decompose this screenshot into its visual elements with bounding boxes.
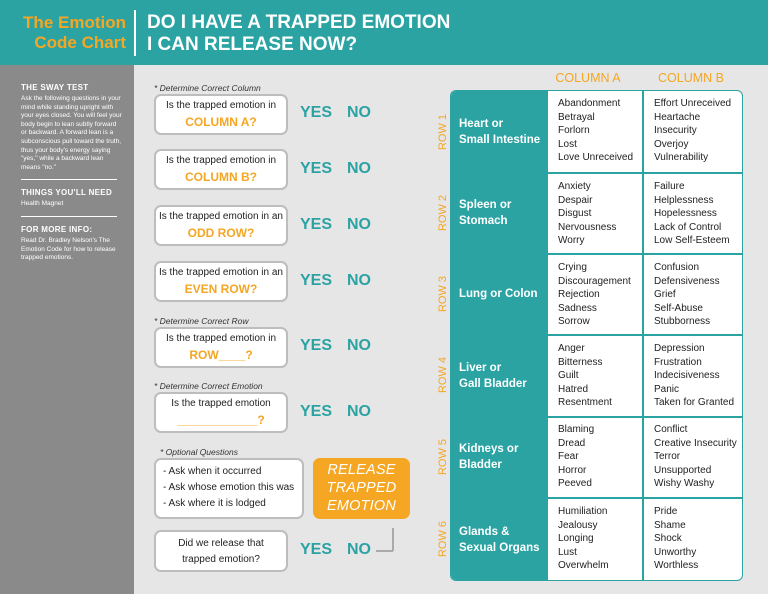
- emotion: Overjoy: [654, 138, 689, 150]
- organ-line: Stomach: [459, 215, 508, 227]
- emotion: Hopelessness: [654, 208, 717, 219]
- row-label: [437, 172, 449, 253]
- emotion: Panic: [654, 383, 680, 395]
- question-text: Did we release that: [178, 538, 264, 549]
- emotion: Guilt: [558, 370, 579, 381]
- grid-line: [451, 172, 743, 174]
- emotion: Insecurity: [654, 125, 697, 136]
- emotion: Taken for Granted: [654, 397, 735, 408]
- yes-label: YES: [300, 272, 333, 289]
- organ-line: Sexual Organs: [459, 542, 540, 554]
- emotion: Rejection: [558, 289, 600, 300]
- question-text: Is the trapped emotion: [171, 398, 271, 409]
- emotion: Confusion: [654, 262, 700, 273]
- question-answer: EVEN ROW?: [184, 282, 258, 296]
- organ-line: Kidneys or: [459, 443, 519, 455]
- emotion-cell-a: [548, 505, 609, 573]
- header-divider: [134, 10, 136, 56]
- emotion: Despair: [558, 194, 593, 206]
- no-label: NO: [347, 403, 371, 420]
- emotion: Pride: [654, 506, 678, 517]
- optional-question: - Ask when it occurred: [163, 466, 262, 477]
- section-label-optional: * Optional Questions: [160, 447, 238, 457]
- more-info-heading: FOR MORE INFO:: [21, 224, 93, 234]
- row-label-text: ROW 1: [437, 113, 449, 150]
- emotion: Bitterness: [558, 356, 603, 368]
- emotion: Failure: [654, 181, 685, 192]
- question-text: Is the trapped emotion in: [165, 333, 277, 344]
- organ-line: Liver or: [459, 361, 502, 374]
- question-answer: COLUMN A?: [185, 115, 257, 129]
- emotion: Anxiety: [558, 181, 591, 192]
- grid-line: [451, 334, 743, 336]
- yes-label: YES: [300, 104, 333, 121]
- emotion-cell-a: [548, 423, 594, 491]
- organ-cell: [451, 417, 547, 497]
- page-title: [147, 12, 450, 56]
- row-label: [437, 334, 449, 416]
- emotion: Depression: [654, 343, 705, 354]
- emotion: Fear: [558, 451, 579, 462]
- grid-line: [451, 416, 743, 418]
- row-label: [437, 253, 449, 334]
- emotion: Forlorn: [558, 125, 590, 136]
- question-answer: ODD ROW?: [187, 226, 255, 240]
- emotion: Lust: [558, 546, 577, 558]
- more-info-text: Read Dr. Bradley Nelson's The Emotion Code for how to release trapped emotions.: [21, 236, 116, 262]
- row-label-text: ROW 6: [437, 520, 449, 557]
- no-label: NO: [347, 104, 371, 121]
- question-column-a: [154, 94, 288, 135]
- connector-line: [376, 550, 393, 552]
- question-answer: COLUMN B?: [185, 170, 257, 184]
- emotion: Horror: [558, 464, 587, 476]
- emotion: Stubborness: [654, 316, 711, 327]
- optional-question: - Ask whose emotion this was: [163, 482, 295, 493]
- emotion: Heartache: [654, 111, 701, 123]
- emotion: Humiliation: [558, 506, 608, 517]
- question-column-b: [154, 149, 288, 190]
- row-label: [437, 497, 449, 580]
- column-a-header: COLUMN A: [555, 71, 621, 85]
- column-b-header: COLUMN B: [658, 71, 724, 85]
- page-title-line-1: DO I HAVE A TRAPPED EMOTION: [147, 12, 451, 33]
- yes-label: YES: [300, 216, 333, 233]
- row-label-text: ROW 2: [437, 194, 449, 231]
- emotion-cell-b: [644, 97, 731, 165]
- brand-title: [14, 13, 126, 53]
- emotion: Jealousy: [558, 519, 598, 531]
- organ-line: Glands &: [459, 526, 510, 538]
- organ-cell: [451, 91, 547, 172]
- organ-line: Small Intestine: [459, 133, 541, 146]
- row-label: [437, 416, 449, 497]
- emotion-cell-a: [548, 342, 612, 410]
- emotion: Unworthy: [654, 546, 697, 558]
- emotion-cell-b: [644, 505, 698, 573]
- optional-questions-box: [154, 458, 304, 519]
- emotion-cell-a: [548, 180, 616, 248]
- emotion: Indecisiveness: [654, 370, 720, 381]
- emotion: Worthless: [654, 560, 699, 571]
- question-text: Is the trapped emotion in an: [159, 211, 283, 222]
- question-text: Is the trapped emotion in an: [159, 267, 283, 278]
- emotion: Grief: [654, 289, 676, 300]
- sidebar-divider: [21, 179, 117, 180]
- emotion: Sadness: [558, 302, 597, 314]
- emotion: Hatred: [558, 383, 589, 395]
- emotion: Nervousness: [558, 221, 617, 233]
- emotion: Unsupported: [654, 464, 712, 476]
- emotion: Anger: [558, 343, 585, 354]
- emotion-cell-b: [644, 342, 734, 410]
- emotion: Lost: [558, 138, 577, 150]
- question-even-row: [154, 261, 288, 302]
- question-emotion: [154, 392, 288, 433]
- row-label-text: ROW 4: [437, 356, 449, 394]
- grid-line: [642, 91, 644, 581]
- emotion: Longing: [558, 533, 594, 544]
- emotion-cell-a: [548, 97, 633, 165]
- yes-label: YES: [300, 337, 333, 354]
- grid-line: [546, 91, 548, 581]
- emotion-cell-b: [644, 423, 737, 491]
- organ-line: Gall Bladder: [459, 377, 527, 390]
- no-label: NO: [347, 160, 371, 177]
- things-needed-text: Health Magnet: [21, 200, 64, 208]
- yes-label: YES: [300, 541, 333, 558]
- emotion: Discouragement: [558, 275, 631, 287]
- release-line-3: EMOTION: [326, 498, 397, 514]
- emotion: Overwhelm: [558, 560, 609, 571]
- emotion-cell-b: [644, 261, 720, 329]
- emotion: Frustration: [654, 356, 702, 368]
- release-trapped-emotion-badge: [313, 458, 410, 519]
- row-label-text: ROW 5: [437, 438, 449, 475]
- organ-cell: [451, 254, 547, 334]
- emotion-cell-b: [644, 180, 730, 248]
- sidebar: [0, 65, 134, 594]
- question-text: trapped emotion?: [182, 554, 260, 565]
- no-label: NO: [347, 216, 371, 233]
- question-text: Is the trapped emotion in: [165, 155, 277, 166]
- sway-test-text: Ask the following questions in your mind while standing upright with your eyes closed. You will feel your body begin to lean subtly forward or backward. A forward lean is a subconscious pull toward the truth, thus your body's energy saying "yes," while a backward lean means "no.": [21, 95, 122, 171]
- grid-line: [451, 497, 743, 499]
- question-text: Is the trapped emotion in: [165, 100, 277, 111]
- organ-line: Heart or: [459, 117, 504, 130]
- organ-cell: [451, 498, 547, 581]
- organ-line: Bladder: [459, 459, 502, 471]
- header-bar: [0, 0, 768, 65]
- optional-question: - Ask where it is lodged: [163, 498, 266, 509]
- organ-cell: [451, 173, 547, 253]
- release-line-2: TRAPPED: [326, 480, 397, 496]
- no-label: NO: [347, 337, 371, 354]
- question-answer: ____________?: [177, 413, 265, 427]
- connector-line: [392, 528, 394, 551]
- question-odd-row: [154, 205, 288, 246]
- emotion: Worry: [558, 235, 585, 246]
- emotion: Disgust: [558, 208, 592, 219]
- release-line-1: RELEASE: [327, 462, 396, 478]
- row-label: [437, 91, 449, 172]
- emotion-chart-grid: [450, 90, 743, 581]
- emotion: Love Unreceived: [558, 152, 634, 163]
- emotion: Abandonment: [558, 98, 621, 109]
- emotion: Effort Unreceived: [654, 98, 732, 109]
- organ-line: Lung or Colon: [459, 288, 538, 300]
- emotion: Defensiveness: [654, 275, 720, 287]
- section-label-emotion: * Determine Correct Emotion: [154, 381, 263, 391]
- no-label: NO: [347, 272, 371, 289]
- yes-label: YES: [300, 160, 333, 177]
- emotion: Terror: [654, 451, 681, 462]
- emotion: Shame: [654, 519, 686, 531]
- sidebar-divider: [21, 216, 117, 217]
- things-needed-heading: THINGS YOU'LL NEED: [21, 188, 113, 198]
- emotion: Wishy Washy: [654, 478, 715, 489]
- emotion: Resentment: [558, 397, 612, 408]
- emotion: Conflict: [654, 424, 688, 435]
- question-row-number: [154, 327, 288, 368]
- section-label-row: * Determine Correct Row: [154, 316, 249, 326]
- brand-line-2: Code Chart: [34, 33, 126, 52]
- emotion: Shock: [654, 533, 682, 544]
- brand-line-1: The Emotion: [23, 13, 126, 32]
- organ-line: Spleen or: [459, 199, 512, 211]
- sway-test-heading: THE SWAY TEST: [21, 83, 89, 92]
- emotion: Crying: [558, 262, 587, 273]
- emotion: Self-Abuse: [654, 302, 703, 314]
- emotion: Peeved: [558, 478, 592, 489]
- emotion: Lack of Control: [654, 221, 722, 233]
- row-label-text: ROW 3: [437, 275, 449, 312]
- yes-label: YES: [300, 403, 333, 420]
- emotion: Sorrow: [558, 316, 590, 327]
- emotion: Low Self-Esteem: [654, 235, 730, 246]
- grid-line: [451, 253, 743, 255]
- emotion: Betrayal: [558, 111, 595, 123]
- section-label-column: * Determine Correct Column: [154, 83, 261, 93]
- question-released: [154, 530, 288, 572]
- emotion: Vulnerability: [654, 152, 709, 163]
- emotion: Dread: [558, 437, 586, 449]
- no-label: NO: [347, 541, 371, 558]
- emotion-cell-a: [548, 261, 631, 329]
- question-answer: ROW____?: [189, 348, 253, 362]
- emotion: Creative Insecurity: [654, 437, 737, 449]
- emotion: Helplessness: [654, 194, 714, 206]
- emotion: Blaming: [558, 424, 595, 435]
- page-title-line-2: I CAN RELEASE NOW?: [147, 34, 358, 55]
- organ-cell: [451, 335, 547, 416]
